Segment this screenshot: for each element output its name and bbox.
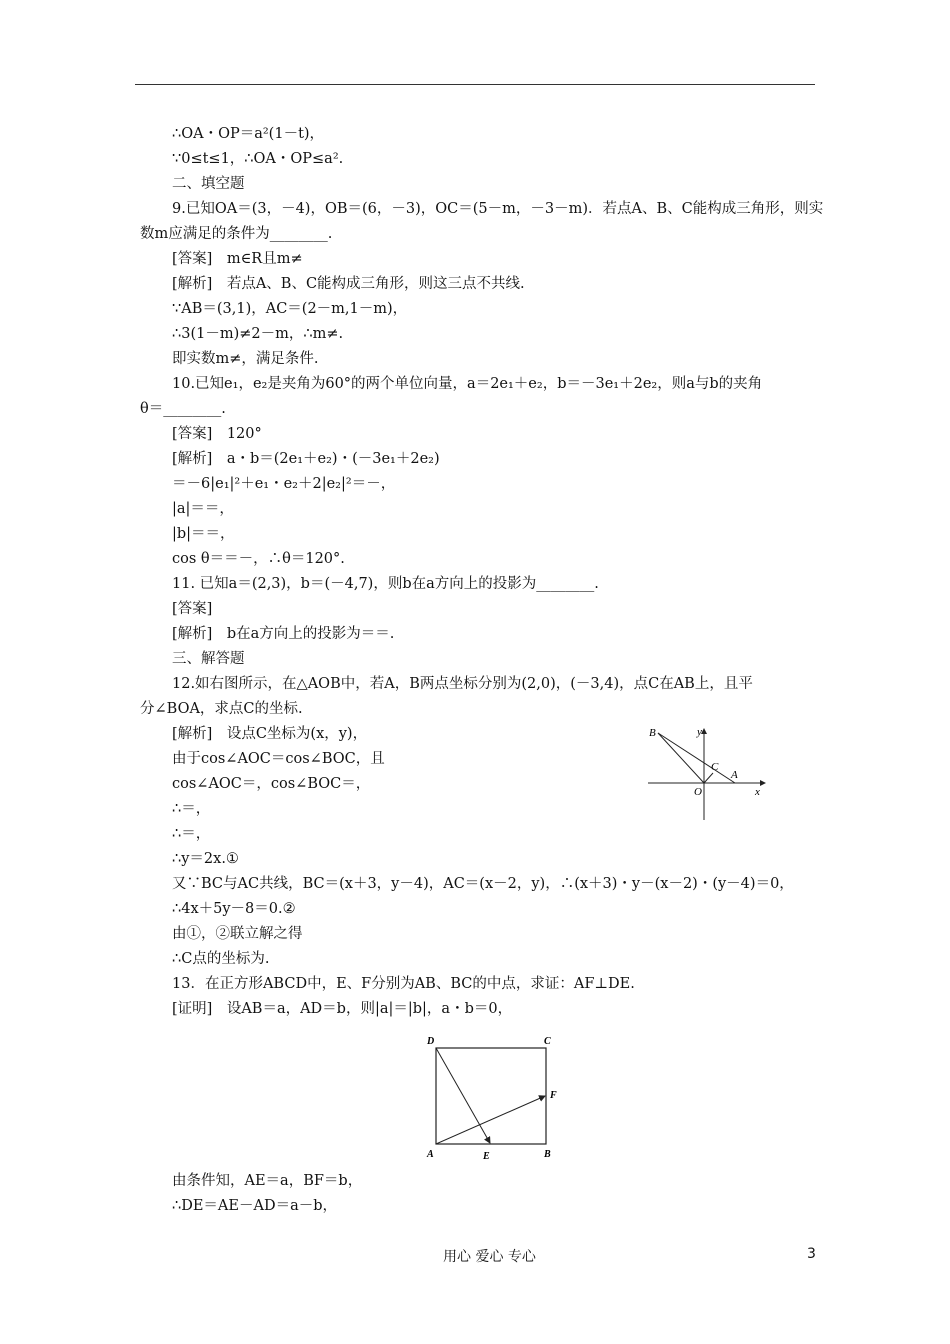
text-line: ∵AB＝(3,1)，AC＝(2－m,1－m)， bbox=[172, 301, 408, 317]
text-line: 又∵BC与AC共线，BC＝(x＋3，y－4)，AC＝(x－2，y)，∴(x＋3)・y－(x－2)・(y－4)＝0， bbox=[172, 876, 794, 892]
text-line: 由条件知，AE＝a，BF＝b， bbox=[172, 1173, 363, 1189]
label-c: C bbox=[711, 761, 719, 773]
analysis-12: [解析] 设点C坐标为(x，y)， bbox=[172, 726, 368, 742]
text-line: ＝－6|e₁|²＋e₁・e₂＋2|e₂|²＝－， bbox=[172, 476, 396, 492]
footer-slogan: 用心 爱心 专心 bbox=[443, 1249, 536, 1265]
header-rule bbox=[135, 84, 815, 85]
label-c: C bbox=[544, 1036, 551, 1047]
question-13: 13．在正方形ABCD中，E、F分别为AB、BC的中点，求证：AF⊥DE. bbox=[172, 976, 635, 992]
question-11: 11. 已知a＝(2,3)，b＝(－4,7)，则b在a方向上的投影为________. bbox=[172, 576, 599, 592]
question-9: 9.已知OA＝(3，－4)，OB＝(6，－3)，OC＝(5－m，－3－m)．若点A、B、C能构成三角形，则实 bbox=[172, 201, 824, 217]
text-line: ∴＝， bbox=[172, 826, 211, 842]
text-line: 数m应满足的条件为________. bbox=[140, 226, 333, 242]
text-line: 由①，②联立解之得 bbox=[172, 926, 303, 942]
text-line: ∴y＝2x.① bbox=[172, 851, 239, 867]
answer-9: [答案] m∈R且m≠ bbox=[172, 251, 303, 267]
label-e: E bbox=[483, 1151, 490, 1162]
text-line: ∴OA・OP＝a²(1－t)， bbox=[172, 126, 325, 142]
answer-11: [答案] bbox=[172, 601, 213, 617]
label-f: F bbox=[550, 1090, 557, 1101]
square bbox=[436, 1048, 546, 1144]
text-line: |a|＝＝， bbox=[172, 501, 234, 517]
analysis-11: [解析] b在a方向上的投影为＝＝. bbox=[172, 626, 395, 642]
label-o: O bbox=[694, 786, 702, 798]
vector-de bbox=[436, 1048, 490, 1143]
text-line: cos∠AOC＝，cos∠BOC＝， bbox=[172, 776, 371, 792]
text-line: θ＝________. bbox=[140, 401, 226, 417]
answer-10: [答案] 120° bbox=[172, 426, 262, 442]
text-line: 即实数m≠，满足条件. bbox=[172, 351, 319, 367]
square-abcd-figure bbox=[420, 1030, 565, 1165]
text-line: ∴C点的坐标为. bbox=[172, 951, 270, 967]
triangle-aob-figure bbox=[640, 725, 775, 825]
label-y: y bbox=[697, 726, 702, 738]
question-10: 10.已知e₁，e₂是夹角为60°的两个单位向量，a＝2e₁＋e₂，b＝－3e₁＋2e₂，则a与b的夹角 bbox=[172, 376, 763, 392]
label-a: A bbox=[731, 769, 738, 781]
text-line: ∴4x＋5y－8＝0.② bbox=[172, 901, 296, 917]
text-line: cos θ＝＝－，∴θ＝120°. bbox=[172, 551, 345, 567]
page-number: 3 bbox=[807, 1246, 816, 1262]
text-line: |b|＝＝， bbox=[172, 526, 235, 542]
text-line: ∵0≤t≤1，∴OA・OP≤a². bbox=[172, 151, 344, 167]
vector-af bbox=[436, 1096, 545, 1144]
label-d: D bbox=[427, 1036, 435, 1047]
text-line: 由于cos∠AOC＝cos∠BOC，且 bbox=[172, 751, 385, 767]
text-line: ∴DE＝AE－AD＝a－b， bbox=[172, 1198, 338, 1214]
question-12: 12.如右图所示，在△AOB中，若A，B两点坐标分别为(2,0)，(－3,4)，点C在AB上，且平 bbox=[172, 676, 753, 692]
segment-oc bbox=[704, 773, 713, 783]
proof-13: [证明] 设AB＝a，AD＝b，则|a|＝|b|，a・b＝0， bbox=[172, 1001, 513, 1017]
label-b: B bbox=[544, 1149, 551, 1160]
label-a: A bbox=[427, 1149, 434, 1160]
text-line: ∴＝， bbox=[172, 801, 211, 817]
label-x: x bbox=[755, 786, 760, 798]
section-heading: 二、填空题 bbox=[172, 176, 245, 192]
section-heading: 三、解答题 bbox=[172, 651, 245, 667]
label-b: B bbox=[649, 727, 656, 739]
text-line: ∴3(1－m)≠2－m，∴m≠. bbox=[172, 326, 344, 342]
analysis-10: [解析] a・b＝(2e₁＋e₂)・(－3e₁＋2e₂) bbox=[172, 451, 440, 467]
analysis-9: [解析] 若点A、B、C能构成三角形，则这三点不共线. bbox=[172, 276, 525, 292]
text-line: 分∠BOA，求点C的坐标. bbox=[140, 701, 303, 717]
